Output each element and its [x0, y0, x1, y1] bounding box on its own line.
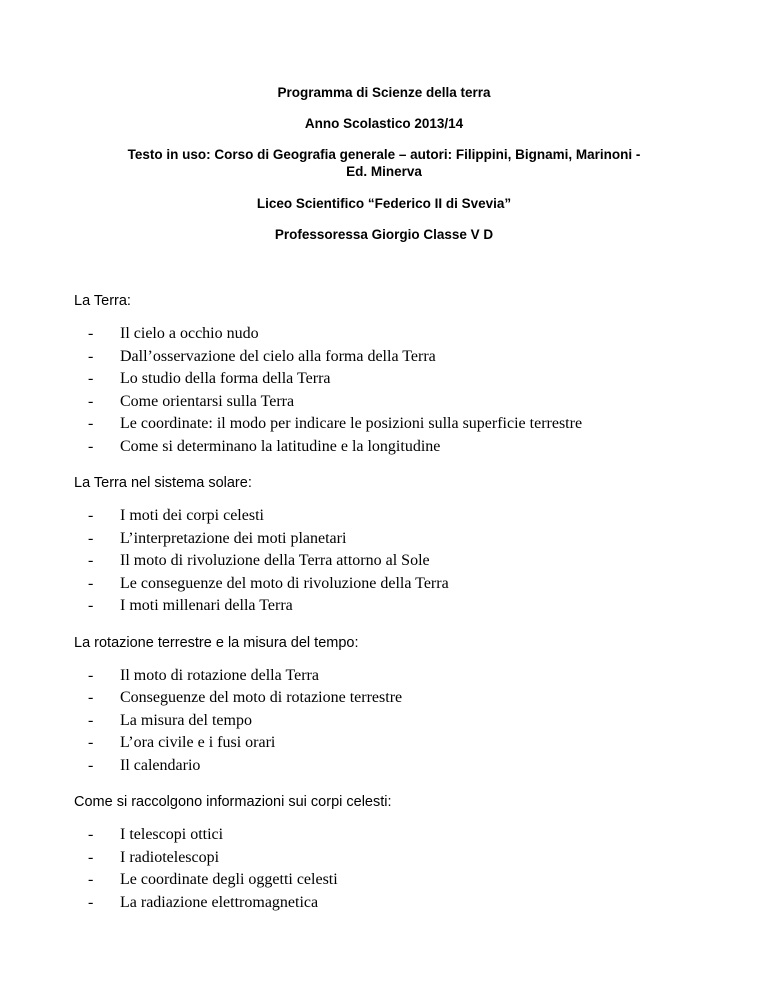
document-header	[60, 84, 708, 257]
list-item	[74, 755, 714, 778]
list-item-text: I moti dei corpi celesti	[120, 507, 264, 524]
bullet-dash: -	[88, 666, 94, 684]
bullet-dash: -	[88, 325, 94, 342]
list-item-text: Il calendario	[120, 756, 201, 774]
section-title: La Terra nel sistema solare:	[74, 475, 252, 491]
bullet-dash: -	[88, 529, 94, 547]
list-item	[74, 323, 714, 346]
program-sections	[74, 292, 714, 930]
teacher-class: Professoressa Giorgio Classe V D	[274, 227, 494, 242]
bullet-dash: -	[88, 689, 94, 706]
list-item	[74, 573, 714, 596]
list-item	[74, 710, 714, 733]
list-item-text: L’interpretazione dei moti planetari	[120, 529, 347, 547]
list-item	[74, 391, 714, 414]
list-item-text: Lo studio della forma della Terra	[120, 370, 331, 387]
textbook-line-2: Ed. Minerva	[346, 164, 422, 179]
section-item-list	[74, 323, 714, 458]
list-item-text: L’ora civile e i fusi orari	[120, 734, 276, 751]
list-item	[74, 595, 714, 618]
list-item	[74, 824, 714, 847]
list-item	[74, 665, 714, 688]
list-item	[74, 368, 714, 391]
bullet-dash: -	[88, 848, 94, 866]
list-item-text: I radiotelescopi	[120, 848, 220, 866]
list-item	[74, 346, 714, 369]
list-item-text: Come orientarsi sulla Terra	[120, 392, 295, 410]
school-year: Anno Scolastico 2013/14	[304, 116, 464, 131]
list-item-text: Le conseguenze del moto di rivoluzione della Terra	[120, 574, 449, 592]
bullet-dash: -	[88, 826, 94, 843]
list-item	[74, 892, 714, 915]
section-title: Come si raccolgono informazioni sui corpi celesti:	[74, 794, 392, 810]
subject-title: Programma di Scienze della terra	[277, 85, 491, 100]
bullet-dash: -	[88, 871, 94, 888]
bullet-dash: -	[88, 415, 94, 432]
list-item-text: Dall’osservazione del cielo alla forma della Terra	[120, 347, 436, 365]
list-item	[74, 847, 714, 870]
bullet-dash: -	[88, 347, 94, 365]
bullet-dash: -	[88, 756, 94, 774]
list-item-text: I telescopi ottici	[120, 826, 224, 843]
bullet-dash: -	[88, 711, 94, 729]
list-item	[74, 436, 714, 459]
textbook-line-1: Testo in uso: Corso di Geografia generale – autori: Filippini, Bignami, Marinoni -	[127, 147, 641, 162]
bullet-dash: -	[88, 893, 94, 911]
section-item-list	[74, 824, 714, 914]
bullet-dash: -	[88, 552, 94, 569]
list-item	[74, 505, 714, 528]
list-item	[74, 732, 714, 755]
school-name: Liceo Scientifico “Federico II di Svevia”	[256, 196, 512, 211]
bullet-dash: -	[88, 597, 94, 614]
list-item	[74, 550, 714, 573]
section-title: La Terra:	[74, 293, 131, 309]
bullet-dash: -	[88, 392, 94, 410]
list-item-text: Il moto di rivoluzione della Terra attorno al Sole	[120, 552, 430, 569]
list-item	[74, 413, 714, 436]
list-item-text: Le coordinate: il modo per indicare le posizioni sulla superficie terrestre	[120, 415, 583, 432]
list-item-text: Il moto di rotazione della Terra	[120, 666, 319, 684]
bullet-dash: -	[88, 370, 94, 387]
list-item	[74, 528, 714, 551]
list-item-text: Le coordinate degli oggetti celesti	[120, 871, 338, 888]
list-item-text: Il cielo a occhio nudo	[120, 325, 259, 342]
list-item	[74, 687, 714, 710]
section-item-list	[74, 505, 714, 618]
textbook-info	[60, 146, 708, 180]
list-item-text: Conseguenze del moto di rotazione terrestre	[120, 689, 403, 706]
list-item-text: Come si determinano la latitudine e la longitudine	[120, 437, 441, 455]
list-item-text: I moti millenari della Terra	[120, 597, 293, 614]
section-item-list	[74, 665, 714, 778]
section-title: La rotazione terrestre e la misura del tempo:	[74, 634, 359, 651]
bullet-dash: -	[88, 574, 94, 592]
list-item-text: La radiazione elettromagnetica	[120, 893, 319, 911]
bullet-dash: -	[88, 734, 94, 751]
list-item	[74, 869, 714, 892]
list-item-text: La misura del tempo	[120, 711, 252, 729]
bullet-dash: -	[88, 437, 94, 455]
bullet-dash: -	[88, 507, 94, 524]
